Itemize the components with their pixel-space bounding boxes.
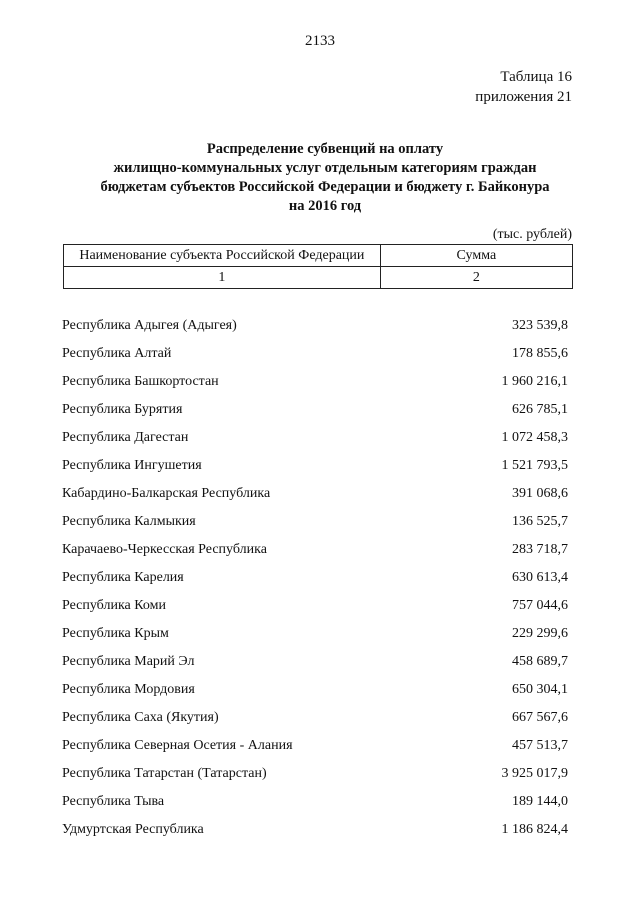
subject-name: Республика Мордовия xyxy=(62,682,195,697)
table-row xyxy=(62,648,568,676)
subject-amount: 189 144,0 xyxy=(512,794,568,809)
table-row xyxy=(62,732,568,760)
subject-name: Республика Ингушетия xyxy=(62,458,202,473)
subject-name: Удмуртская Республика xyxy=(62,822,204,837)
subject-amount: 630 613,4 xyxy=(512,570,568,585)
subject-name: Республика Башкортостан xyxy=(62,374,219,389)
table-row xyxy=(62,788,568,816)
table-row xyxy=(62,564,568,592)
subject-amount: 1 960 216,1 xyxy=(501,374,568,389)
table-row xyxy=(62,816,568,844)
subject-name: Карачаево-Черкесская Республика xyxy=(62,542,267,557)
subject-amount: 1 521 793,5 xyxy=(501,458,568,473)
subject-amount: 136 525,7 xyxy=(512,514,568,529)
subject-name: Кабардино-Балкарская Республика xyxy=(62,486,271,501)
units-label: (тыс. рублей) xyxy=(492,227,572,242)
subject-name: Республика Татарстан (Татарстан) xyxy=(62,766,267,781)
table-row xyxy=(62,424,568,452)
subject-amount: 650 304,1 xyxy=(512,682,568,697)
title-line-2: жилищно-коммунальных услуг отдельным категориям граждан xyxy=(113,160,537,176)
column-number-2: 2 xyxy=(380,267,572,289)
header-row xyxy=(64,245,573,267)
page-number: 2133 xyxy=(305,33,335,49)
subject-amount: 457 513,7 xyxy=(512,738,568,753)
column-number-row xyxy=(64,267,573,289)
subject-name: Республика Калмыкия xyxy=(62,514,196,529)
subject-amount: 1 186 824,4 xyxy=(501,822,568,837)
data-table-body xyxy=(62,312,568,844)
table-row xyxy=(62,396,568,424)
subject-name: Республика Крым xyxy=(62,626,169,641)
table-row xyxy=(62,620,568,648)
subject-name: Республика Северная Осетия - Алания xyxy=(62,738,293,753)
table-row xyxy=(62,340,568,368)
subject-name: Республика Дагестан xyxy=(62,430,189,445)
subject-amount: 178 855,6 xyxy=(512,346,568,361)
title-line-1: Распределение субвенций на оплату xyxy=(206,141,444,157)
subject-amount: 283 718,7 xyxy=(512,542,568,557)
subject-amount: 229 299,6 xyxy=(512,626,568,641)
subject-name: Республика Бурятия xyxy=(62,402,183,417)
subject-amount: 323 539,8 xyxy=(512,318,568,333)
table-row xyxy=(62,368,568,396)
subject-amount: 3 925 017,9 xyxy=(501,766,568,781)
table-row xyxy=(62,312,568,340)
subject-name: Республика Саха (Якутия) xyxy=(62,710,219,725)
title-line-3: бюджетам субъектов Российской Федерации и бюджету г. Байконура xyxy=(100,179,550,195)
subject-name: Республика Марий Эл xyxy=(62,654,195,669)
table-row xyxy=(62,676,568,704)
table-reference: Таблица 16 xyxy=(500,69,572,85)
document-title xyxy=(40,140,610,216)
header-subject-name: Наименование субъекта Российской Федерации xyxy=(64,245,381,267)
table-row xyxy=(62,452,568,480)
subject-name: Республика Карелия xyxy=(62,570,184,585)
subject-amount: 757 044,6 xyxy=(512,598,568,613)
subject-amount: 458 689,7 xyxy=(512,654,568,669)
subject-name: Республика Адыгея (Адыгея) xyxy=(62,318,237,333)
subject-amount: 626 785,1 xyxy=(512,402,568,417)
table-row xyxy=(62,480,568,508)
table-row xyxy=(62,760,568,788)
title-line-4: на 2016 год xyxy=(288,198,362,214)
table-row xyxy=(62,592,568,620)
subject-amount: 1 072 458,3 xyxy=(501,430,568,445)
header-amount: Сумма xyxy=(380,245,572,267)
table-header xyxy=(63,244,573,289)
table-row xyxy=(62,536,568,564)
column-number-1: 1 xyxy=(64,267,381,289)
table-row xyxy=(62,508,568,536)
subject-name: Республика Коми xyxy=(62,598,166,613)
subject-amount: 667 567,6 xyxy=(512,710,568,725)
subject-name: Республика Тыва xyxy=(62,794,165,809)
table-row xyxy=(62,704,568,732)
subject-name: Республика Алтай xyxy=(62,346,172,361)
subject-amount: 391 068,6 xyxy=(512,486,568,501)
appendix-reference: приложения 21 xyxy=(475,89,572,105)
